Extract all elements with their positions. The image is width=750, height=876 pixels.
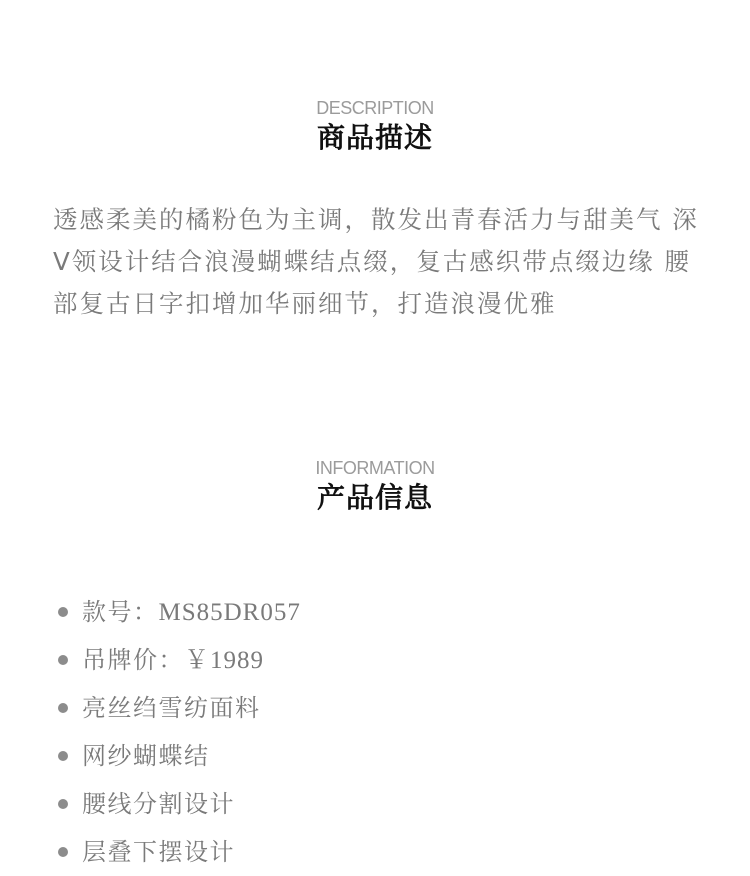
info-item-text: [82, 589, 301, 636]
product-info-list: [58, 588, 301, 876]
bullet-icon: [58, 847, 68, 857]
hem-text: 层叠下摆设计: [82, 838, 235, 866]
tag-price-label: 吊牌价：: [82, 645, 184, 674]
info-item-tag-price: [58, 636, 301, 684]
tag-price-value: ￥1989: [184, 646, 265, 674]
description-eyebrow: DESCRIPTION: [316, 98, 434, 118]
style-number-label: 款号：: [82, 597, 159, 626]
bullet-icon: [58, 751, 68, 761]
style-number-value: MS85DR057: [158, 598, 301, 626]
bow-text: 网纱蝴蝶结: [82, 742, 210, 770]
description-header: [0, 98, 750, 156]
information-eyebrow: INFORMATION: [315, 458, 435, 478]
fabric-text: 亮丝绉雪纺面料: [82, 694, 261, 722]
bullet-icon: [58, 655, 68, 665]
info-item-hem: [58, 828, 301, 876]
description-body: 透感柔美的橘粉色为主调，散发出青春活力与甜美气 深V领设计结合浪漫蝴蝶结点缀，复古感织带点缀边缘 腰部复古日字扣增加华丽细节，打造浪漫优雅: [53, 205, 699, 318]
information-header: [0, 458, 750, 516]
info-item-bow: [58, 732, 301, 780]
info-item-waistline: [58, 780, 301, 828]
bullet-icon: [58, 799, 68, 809]
info-item-fabric: [58, 684, 301, 732]
waistline-text: 腰线分割设计: [82, 790, 235, 818]
bullet-icon: [58, 607, 68, 617]
bullet-icon: [58, 703, 68, 713]
description-title: 商品描述: [316, 121, 433, 154]
info-item-text: [82, 637, 264, 684]
info-item-style-number: [58, 588, 301, 636]
information-title: 产品信息: [316, 481, 433, 514]
